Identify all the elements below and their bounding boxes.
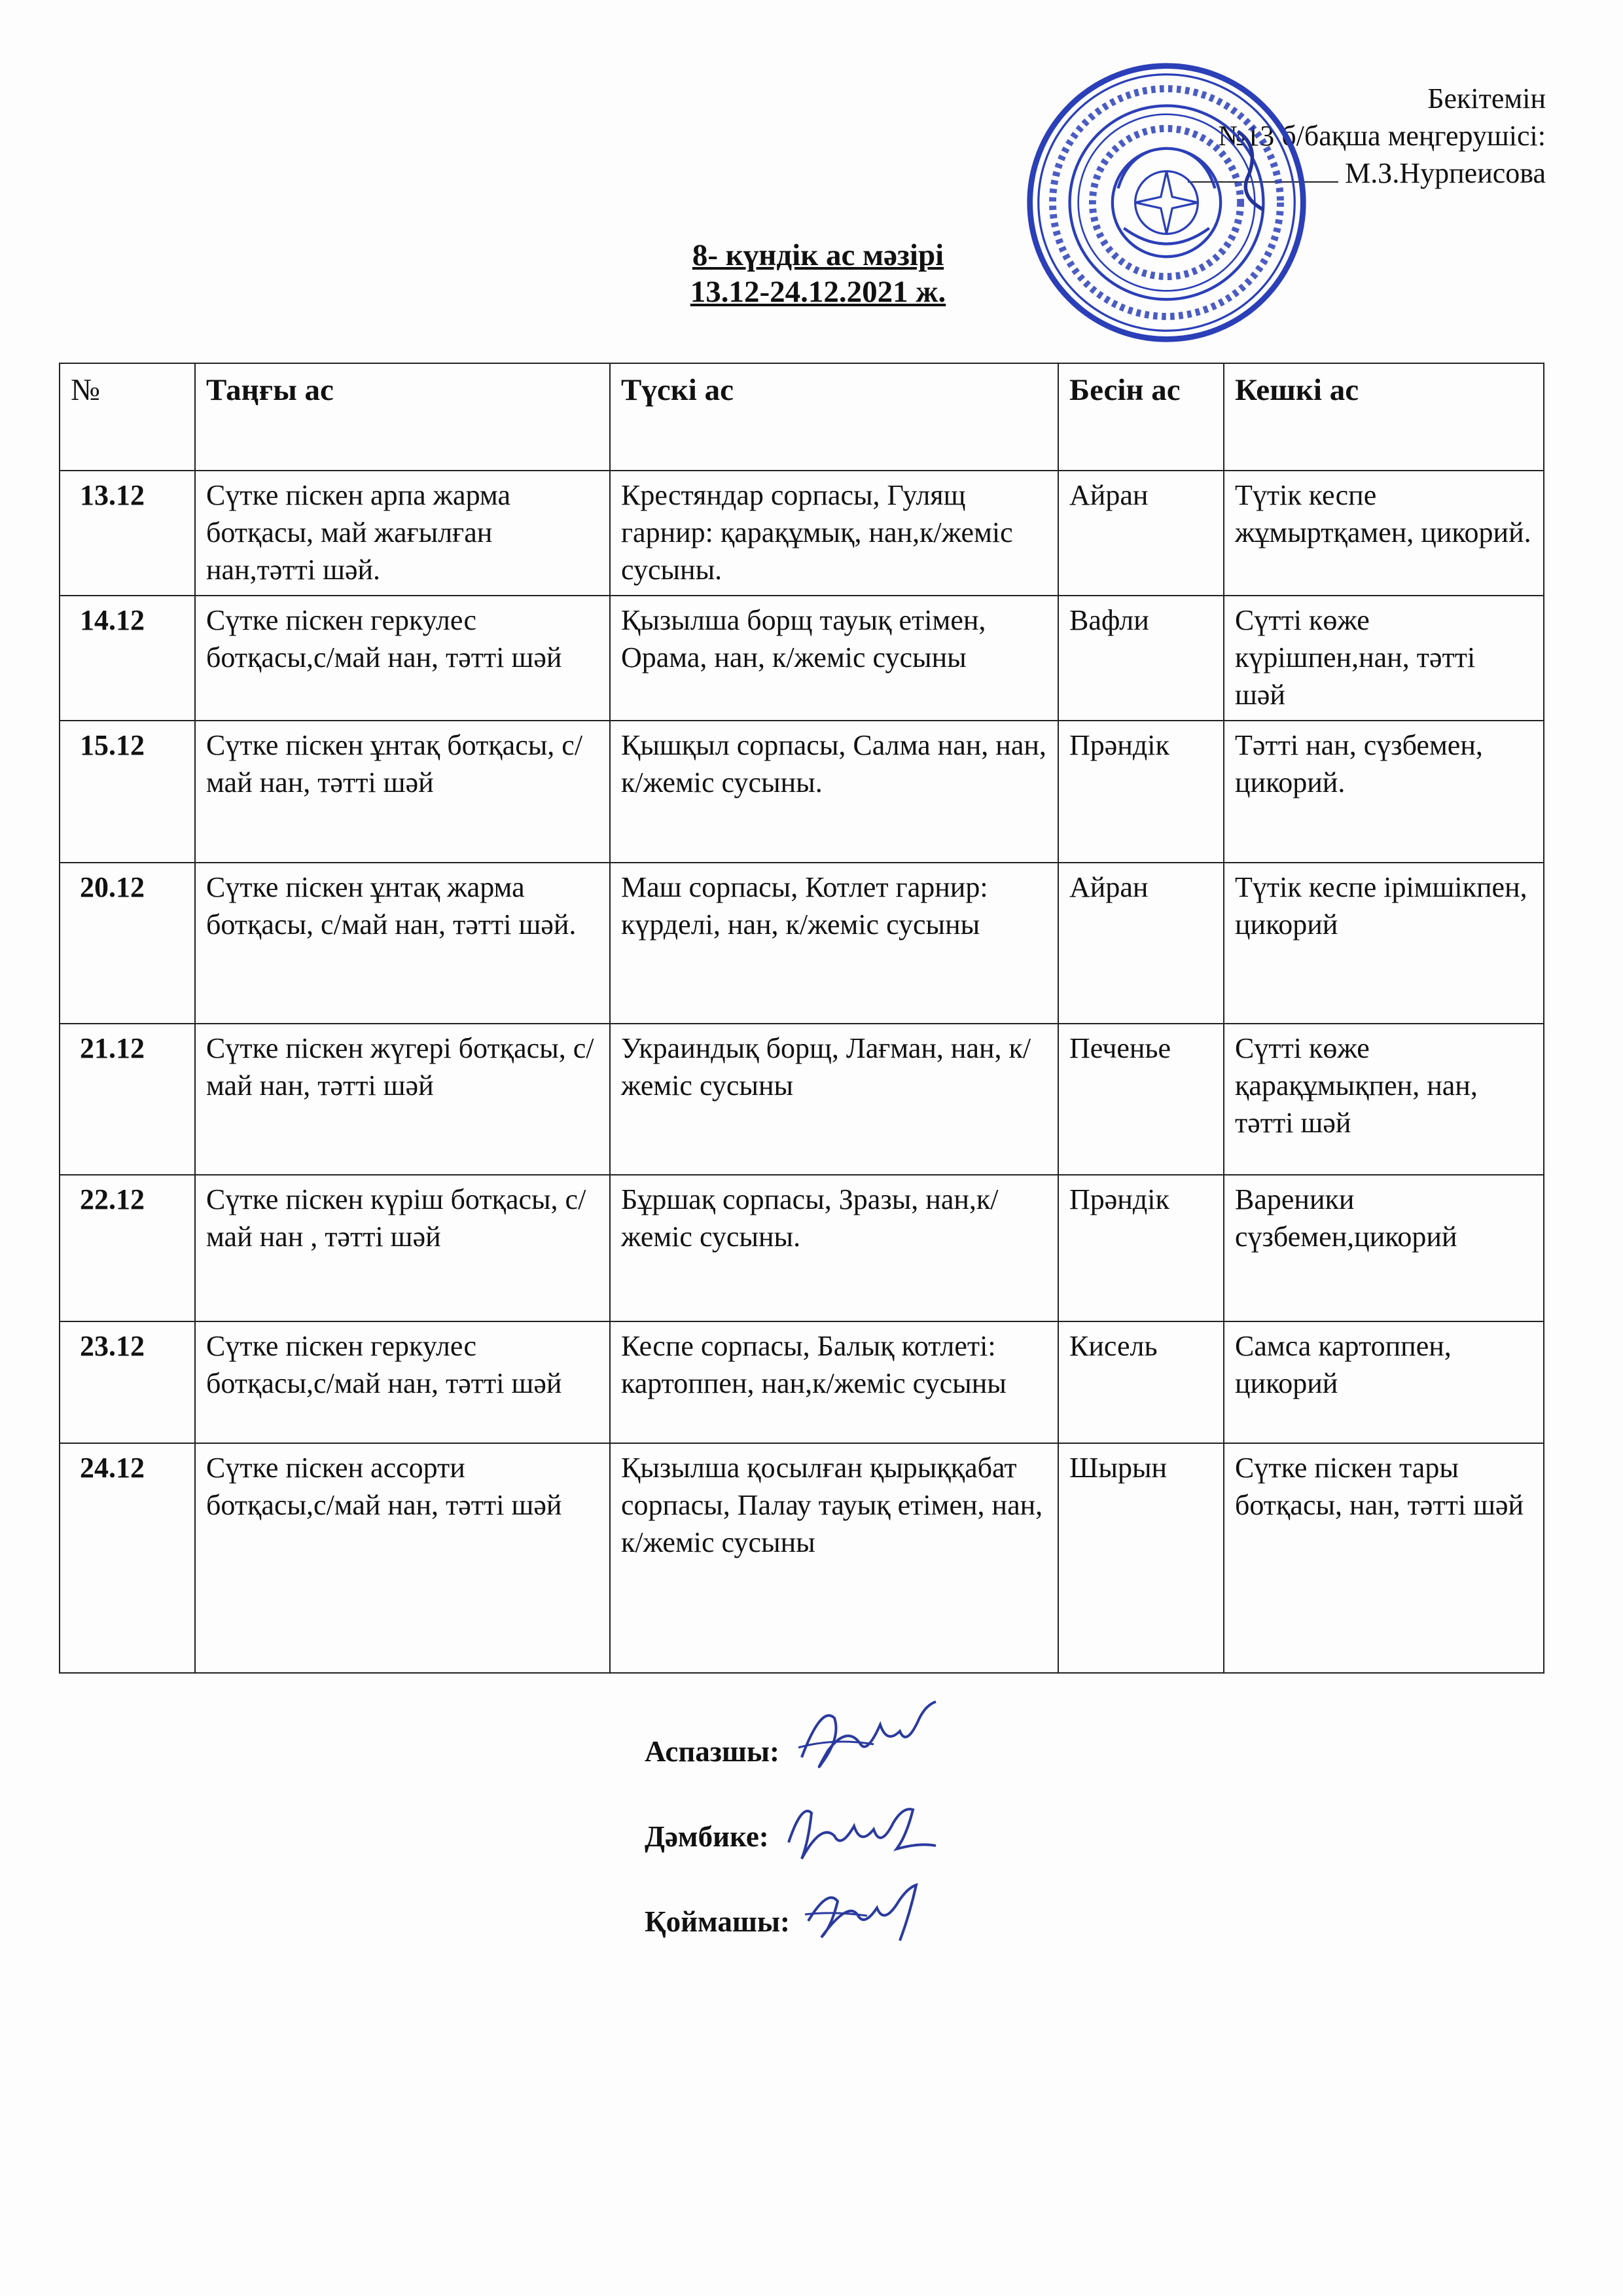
- staff-cook: [645, 1734, 779, 1768]
- row-date: 15.12: [60, 721, 195, 863]
- row-breakfast: Сүтке піскен арпа жарма ботқасы, май жағылған нан,тәтті шәй.: [195, 471, 610, 596]
- official-seal-stamp: [1024, 60, 1309, 345]
- cook-label: Аспазшы:: [645, 1735, 779, 1768]
- table-row: [60, 1321, 1544, 1443]
- row-date: 20.12: [60, 863, 195, 1024]
- row-dinner: Түтік кеспе жұмыртқамен, цикорий.: [1224, 471, 1544, 596]
- storekeeper-signature: [802, 1875, 933, 1954]
- table-row: [60, 1175, 1544, 1321]
- row-lunch: Крестяндар сорпасы, Гулящ гарнир: қарақұмық, нан,к/жеміс сусыны.: [610, 471, 1058, 596]
- row-dinner: Самса картоппен, цикорий: [1224, 1321, 1544, 1443]
- table-row: [60, 471, 1544, 596]
- row-lunch: Бұршақ сорпасы, Зразы, нан,к/жеміс сусыны.: [610, 1175, 1058, 1321]
- document-title: [654, 237, 982, 310]
- row-breakfast: Сүтке піскен ұнтақ жарма ботқасы, с/май нан, тәтті шәй.: [195, 863, 610, 1024]
- row-breakfast: Сүтке піскен ассорти ботқасы,с/май нан, тәтті шәй: [195, 1443, 610, 1673]
- row-dinner: Сүтке піскен тары ботқасы, нан, тәтті шәй: [1224, 1443, 1544, 1673]
- row-lunch: Қызылша қосылған қырыққабат сорпасы, Палау тауық етімен, нан, к/жеміс сусыны: [610, 1443, 1058, 1673]
- row-dinner: Сүтті көже күрішпен,нан, тәтті шәй: [1224, 596, 1544, 721]
- row-breakfast: Сүтке піскен ұнтақ ботқасы, с/май нан, тәтті шәй: [195, 721, 610, 863]
- header-lunch: Түскі ас: [610, 363, 1058, 471]
- table-row: [60, 721, 1544, 863]
- row-breakfast: Сүтке піскен жүгері ботқасы, с/май нан, тәтті шәй: [195, 1024, 610, 1175]
- table-row: [60, 1024, 1544, 1175]
- table-row: [60, 863, 1544, 1024]
- row-snack: Айран: [1058, 863, 1224, 1024]
- row-snack: Печенье: [1058, 1024, 1224, 1175]
- row-breakfast: Сүтке піскен геркулес ботқасы,с/май нан, тәтті шәй: [195, 596, 610, 721]
- row-date: 22.12: [60, 1175, 195, 1321]
- approval-title: Бекітемін: [1427, 82, 1546, 115]
- row-snack: Вафли: [1058, 596, 1224, 721]
- header-dinner: Кешкі ас: [1224, 363, 1544, 471]
- row-lunch: Қызылша борщ тауық етімен, Орама, нан, к/жеміс сусыны: [610, 596, 1058, 721]
- row-breakfast: Сүтке піскен геркулес ботқасы,с/май нан, тәтті шәй: [195, 1321, 610, 1443]
- row-lunch: Кеспе сорпасы, Балық котлеті: картоппен, нан,к/жеміс сусыны: [610, 1321, 1058, 1443]
- row-snack: Айран: [1058, 471, 1224, 596]
- staff-storekeeper: [645, 1905, 790, 1939]
- row-date: 21.12: [60, 1024, 195, 1175]
- storekeeper-label: Қоймашы:: [645, 1905, 791, 1938]
- row-dinner: Тәтті нан, сүзбемен, цикорий.: [1224, 721, 1544, 863]
- row-lunch: Украиндық борщ, Лағман, нан, к/жеміс сусыны: [610, 1024, 1058, 1175]
- row-lunch: Маш сорпасы, Котлет гарнир: күрделі, нан, к/жеміс сусыны: [610, 863, 1058, 1024]
- table-row: [60, 1443, 1544, 1673]
- staff-nanny: [645, 1820, 769, 1854]
- table-header-row: [60, 363, 1544, 471]
- title-line-2: 13.12-24.12.2021 ж.: [690, 275, 946, 309]
- nanny-signature: [782, 1797, 952, 1875]
- menu-table: [59, 363, 1544, 1674]
- row-snack: Шырын: [1058, 1443, 1224, 1673]
- nanny-label: Дәмбике:: [645, 1820, 769, 1853]
- row-dinner: Вареники сүзбемен,цикорий: [1224, 1175, 1544, 1321]
- header-snack: Бесін ас: [1058, 363, 1224, 471]
- header-number: №: [60, 363, 195, 471]
- row-dinner: Түтік кеспе ірімшікпен, цикорий: [1224, 863, 1544, 1024]
- title-line-1: 8- күндік ас мәзірі: [692, 238, 944, 272]
- approval-name: М.З.Нурпеисова: [1345, 157, 1546, 189]
- header-breakfast: Таңғы ас: [195, 363, 610, 471]
- row-snack: Прәндік: [1058, 721, 1224, 863]
- row-lunch: Қышқыл сорпасы, Салма нан, нан, к/жеміс сусыны.: [610, 721, 1058, 863]
- row-snack: Кисель: [1058, 1321, 1224, 1443]
- row-dinner: Сүтті көже қарақұмықпен, нан, тәтті шәй: [1224, 1024, 1544, 1175]
- cook-signature: [795, 1698, 946, 1784]
- row-date: 14.12: [60, 596, 195, 721]
- row-date: 23.12: [60, 1321, 195, 1443]
- row-breakfast: Сүтке піскен күріш ботқасы, с/май нан , тәтті шәй: [195, 1175, 610, 1321]
- row-date: 24.12: [60, 1443, 195, 1673]
- approval-position: №13 б/бақша меңгерушісі:: [1218, 120, 1546, 152]
- row-date: 13.12: [60, 471, 195, 596]
- row-snack: Прәндік: [1058, 1175, 1224, 1321]
- table-row: [60, 596, 1544, 721]
